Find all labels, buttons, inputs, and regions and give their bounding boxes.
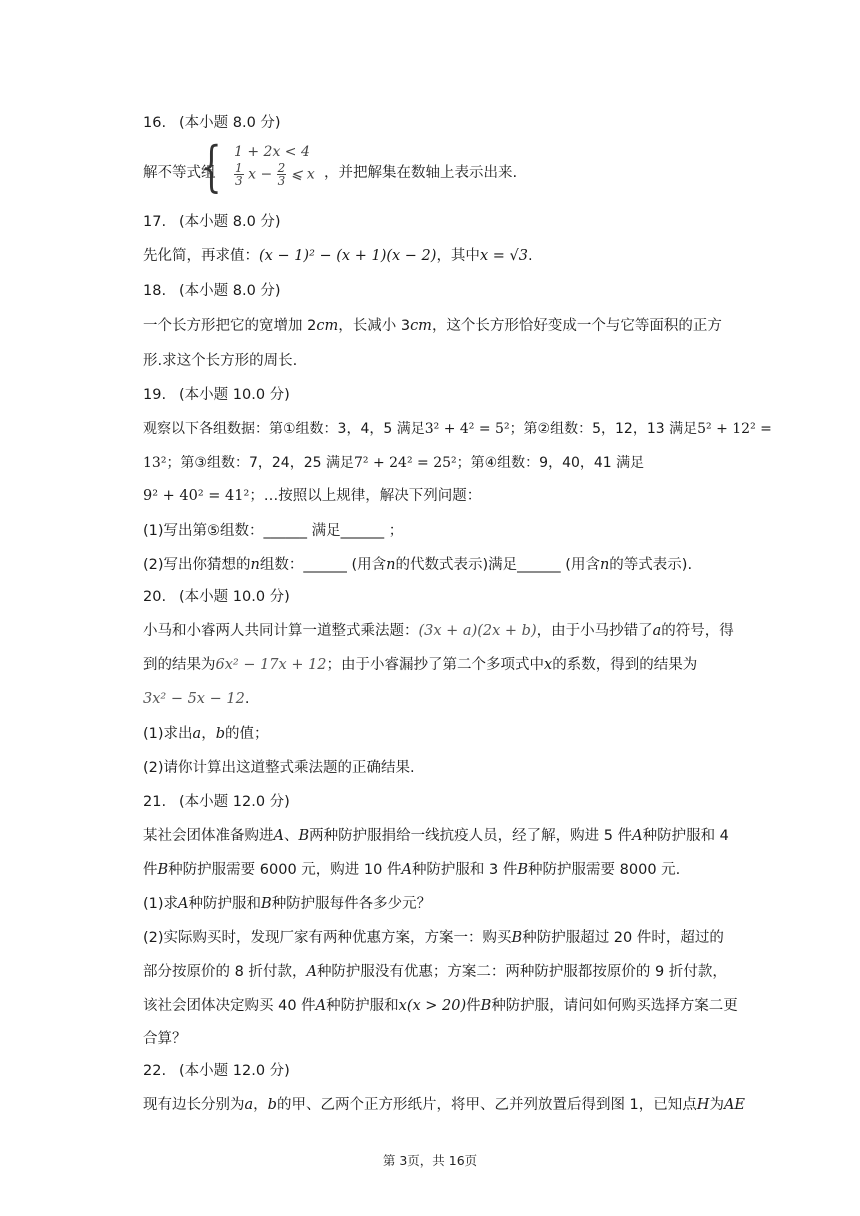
q20-sub-1: (1)求出a，b的值； <box>143 726 269 742</box>
q20-text-line-1: 小马和小睿两人共同计算一道整式乘法题：(3x + a)(2x + b)，由于小马抄错了a的符号，得 <box>143 623 734 639</box>
question-score: (本小题 10.0 分) <box>179 387 290 403</box>
q22-text-line-1: 现有边长分别为a，b的甲、乙两个正方形纸片，将甲、乙并列放置后得到图 1，已知点H为AE <box>143 1097 746 1113</box>
question-score: (本小题 10.0 分) <box>179 589 290 605</box>
q21-sub-1: (1)求A种防护服和B种防护服每件各多少元？ <box>143 896 432 912</box>
answer-blank[interactable]: ______ <box>263 523 308 539</box>
q20-header <box>143 587 290 607</box>
q18-header <box>143 281 281 301</box>
q21-header <box>143 792 290 812</box>
question-number: 21. <box>143 794 167 810</box>
q19-header <box>143 385 290 405</box>
fraction: $\frac{1}{3}$ <box>235 161 243 188</box>
q16-label: 解不等式组 <box>143 165 216 181</box>
question-number: 22. <box>143 1063 167 1079</box>
q21-text-line-1: 某社会团体准备购进A、B两种防护服捐给一线抗疫人员，经了解，购进 5 件A种防护服和 4 <box>143 828 729 844</box>
q18-text-line-1: 一个长方形把它的宽增加 2cm，长减小 3cm，这个长方形恰好变成一个与它等面积的正方 <box>143 318 722 334</box>
question-number: 18. <box>143 283 167 299</box>
question-score: (本小题 8.0 分) <box>179 283 281 299</box>
answer-blank[interactable]: ______ <box>340 523 385 539</box>
math-expression: x = √3 <box>479 248 528 264</box>
q21-sub-2-line-4: 合算？ <box>143 1031 187 1047</box>
q16-inequality-2: $\frac{1}{3}$ x − $\frac{2}{3}$ ⩽ x <box>235 161 315 188</box>
q21-text-line-2: 件B种防护服需要 6000 元，购进 10 件A种防护服和 3 件B种防护服需要 8000 元. <box>143 862 681 878</box>
q16-tail-text: ，并把解集在数轴上表示出来. <box>324 165 518 181</box>
q20-text-line-2: 到的结果为6x² − 17x + 12；由于小睿漏抄了第二个多项式中x的系数，得到的结果为 <box>143 657 698 673</box>
q17-text: 先化简，再求值：(x − 1)² − (x + 1)(x − 2)，其中x = √3. <box>143 248 533 264</box>
answer-blank[interactable]: ______ <box>517 557 561 573</box>
question-score: (本小题 12.0 分) <box>179 1063 290 1079</box>
q18-text-line-2: 形.求这个长方形的周长. <box>143 353 298 369</box>
question-number: 19. <box>143 387 167 403</box>
q17-header <box>143 212 281 232</box>
answer-blank[interactable]: ______ <box>303 557 347 573</box>
page-footer: 第 3页，共 16页 <box>382 1153 478 1168</box>
q19-text-line-3: 9² + 40² = 41²；…按照以上规律，解决下列问题： <box>143 488 482 504</box>
q19-sub-1: (1)写出第⑤组数：______ 满足______ ； <box>143 523 404 539</box>
q20-text-line-3: 3x² − 5x − 12. <box>143 691 250 707</box>
q21-sub-2-line-2: 部分按原价的 8 折付款，A种防护服没有优惠；方案二：两种防护服都按原价的 9 折付款， <box>143 964 727 980</box>
question-score: (本小题 12.0 分) <box>179 794 290 810</box>
q19-text-line-2: 13²；第③组数：7，24，25 满足7² + 24² = 25²；第④组数：9，40，41 满足 <box>143 455 645 471</box>
q21-sub-2-line-1: (2)实际购买时，发现厂家有两种优惠方案，方案一：购买B种防护服超过 20 件时，超过的 <box>143 930 724 946</box>
q20-sub-2: (2)请你计算出这道整式乘法题的正确结果. <box>143 760 415 776</box>
q19-text-line-1: 观察以下各组数据：第①组数：3，4，5 满足3² + 4² = 5²；第②组数：5，12，13 满足5² + 12² = <box>143 421 772 437</box>
question-score: (本小题 8.0 分) <box>179 115 281 131</box>
question-number: 16. <box>143 115 167 131</box>
q22-header <box>143 1061 290 1081</box>
math-expression: (x − 1)² − (x + 1)(x − 2) <box>259 248 437 264</box>
q16-header <box>143 113 281 133</box>
fraction: $\frac{2}{3}$ <box>277 161 286 188</box>
question-number: 20. <box>143 589 167 605</box>
system-brace-icon: { <box>201 135 222 198</box>
q16-inequality-1: 1 + 2x < 4 <box>234 144 310 160</box>
q19-sub-2: (2)写出你猜想的n组数：______ (用含n的代数式表示)满足______ (用含n的等式表示). <box>143 557 693 573</box>
question-number: 17. <box>143 214 167 230</box>
q21-sub-2-line-3: 该社会团体决定购买 40 件A种防护服和x(x > 20)件B种防护服，请问如何购买选择方案二更 <box>143 998 738 1014</box>
question-score: (本小题 8.0 分) <box>179 214 281 230</box>
